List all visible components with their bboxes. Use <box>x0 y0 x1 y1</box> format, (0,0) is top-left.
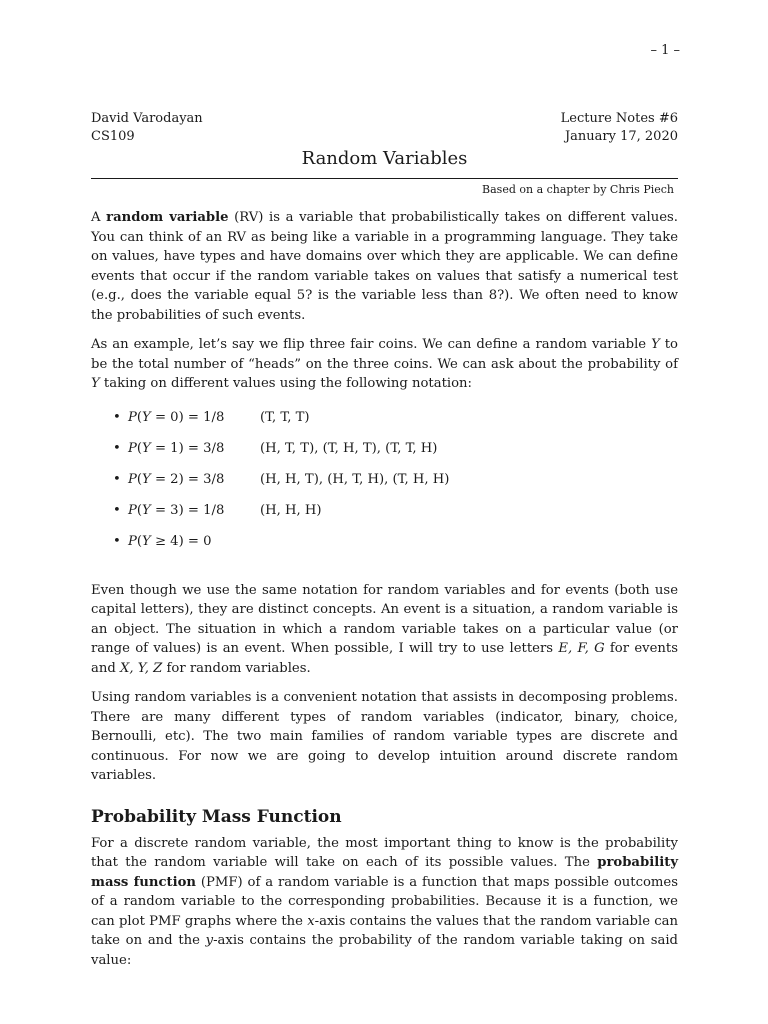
term-pmf: probability mass function <box>91 855 678 890</box>
bullet-glyph: • <box>113 471 121 487</box>
math-var: Y <box>91 376 100 391</box>
text-span: ( <box>136 409 143 425</box>
text-span: = 2) = 3/8 <box>150 471 225 487</box>
probability-expression <box>128 501 224 521</box>
text-span: (PMF) of a random variable is a function that maps possible outcomes of a random variable to the corresponding probabilities. Because it is a function, we can plot PMF graphs where the <box>91 874 678 929</box>
text-span: to be the total number of “heads” on the three coins. We can ask about the probability of <box>91 337 678 372</box>
math-var: Y <box>142 533 151 549</box>
paragraph-types: Using random variables is a convenient notation that assists in decomposing problems. There are many different types of random variables (indicator, binary, choice, Bernoulli, etc). The two main families of random variable types are discrete and continuous. For now we are going to develop intuition around discrete random variables. <box>91 690 678 783</box>
document-title: Random Variables <box>301 148 468 169</box>
page-number: – 1 – <box>650 43 680 58</box>
math-var: Y <box>142 440 151 456</box>
text-span: taking on different values using the following notation: <box>99 376 472 391</box>
attribution: Based on a chapter by Chris Piech <box>482 183 674 196</box>
math-var: P <box>128 502 137 518</box>
title-rule <box>91 178 678 179</box>
paragraph-intro <box>91 208 678 325</box>
probability-expression <box>128 532 212 552</box>
text-span: A <box>91 210 107 225</box>
probability-expression <box>128 408 224 428</box>
math-var: P <box>128 409 137 425</box>
text-span: = 1) = 3/8 <box>150 440 225 456</box>
text-span: ( <box>136 471 143 487</box>
math-var: X, Y, Z <box>120 660 163 676</box>
text-span: -axis contains the probability of the random variable taking on said value: <box>91 933 678 968</box>
list-item <box>91 532 678 563</box>
list-item <box>91 439 678 470</box>
paragraph-events-vs-variables <box>91 581 678 679</box>
bullet-glyph: • <box>113 502 121 518</box>
header-left <box>91 110 203 146</box>
lecture-date: January 17, 2020 <box>564 129 678 144</box>
term-random-variable: random variable <box>106 210 229 225</box>
math-var: x <box>307 913 315 929</box>
lecture-notes-label: Lecture Notes #6 <box>560 111 678 126</box>
probability-list <box>91 408 678 563</box>
outcome-list: (H, H, T), (H, T, H), (T, H, H) <box>260 471 450 487</box>
math-var: Y <box>142 471 151 487</box>
text-span: = 3) = 1/8 <box>150 502 225 518</box>
bullet-glyph: • <box>113 533 121 549</box>
math-var: Y <box>142 409 151 425</box>
paragraph-pmf <box>91 834 678 971</box>
text-span: for events and <box>91 641 678 676</box>
bullet-glyph: • <box>113 440 121 456</box>
bullet-glyph: • <box>113 409 121 425</box>
outcome-list: (T, T, T) <box>260 409 310 425</box>
math-var: P <box>128 440 137 456</box>
outcome-list: (H, T, T), (T, H, T), (T, T, H) <box>260 440 438 456</box>
section-heading: Probability Mass Function <box>91 806 342 827</box>
math-var: P <box>128 533 137 549</box>
text-span: ( <box>136 533 143 549</box>
list-item <box>91 470 678 501</box>
text-span: ( <box>136 440 143 456</box>
text-span: ( <box>136 502 143 518</box>
paragraph-example <box>91 335 678 394</box>
text-span: = 0) = 1/8 <box>150 409 225 425</box>
outcome-list: (H, H, H) <box>260 502 322 518</box>
probability-expression <box>128 470 224 490</box>
author-name: David Varodayan <box>91 111 203 126</box>
text-span: (RV) is a variable that probabilistically takes on different values. You can think of an RV as being like a variable in a programming language. They take on values, have types and have domains over which they are applicable. We can define events that occur if the random variable takes on values that satisfy a numerical test (e.g., does the variable equal 5? is the variable less than 8?). We often need to know the probabilities of such events. <box>91 210 678 323</box>
math-var: y <box>205 933 214 948</box>
math-var: P <box>128 471 137 487</box>
math-var: Y <box>651 337 660 352</box>
text-span: -axis contains the values that the random variable can take on and the <box>91 913 679 948</box>
probability-expression <box>128 439 224 459</box>
course-code: CS109 <box>91 129 135 144</box>
math-var: Y <box>142 502 151 518</box>
list-item <box>91 408 678 439</box>
list-item <box>91 501 678 532</box>
text-span: ≥ 4) = 0 <box>150 533 212 549</box>
header-right <box>561 110 678 146</box>
math-var: E, F, G <box>558 641 605 656</box>
text-span: For a discrete random variable, the most important thing to know is the probability that the random variable will take on each of its possible values. The <box>91 835 678 870</box>
text-span: As an example, let’s say we flip three fair coins. We can define a random variable <box>91 337 652 352</box>
document-body <box>91 208 678 980</box>
text-span: for random variables. <box>162 660 311 676</box>
text-span: Even though we use the same notation for random variables and for events (both use capital letters), they are distinct concepts. An event is a situation, a random variable is an object. The situation in which a random variable takes on a particular value (or range of values) is an event. When possible, I will try to use letters <box>91 582 678 656</box>
